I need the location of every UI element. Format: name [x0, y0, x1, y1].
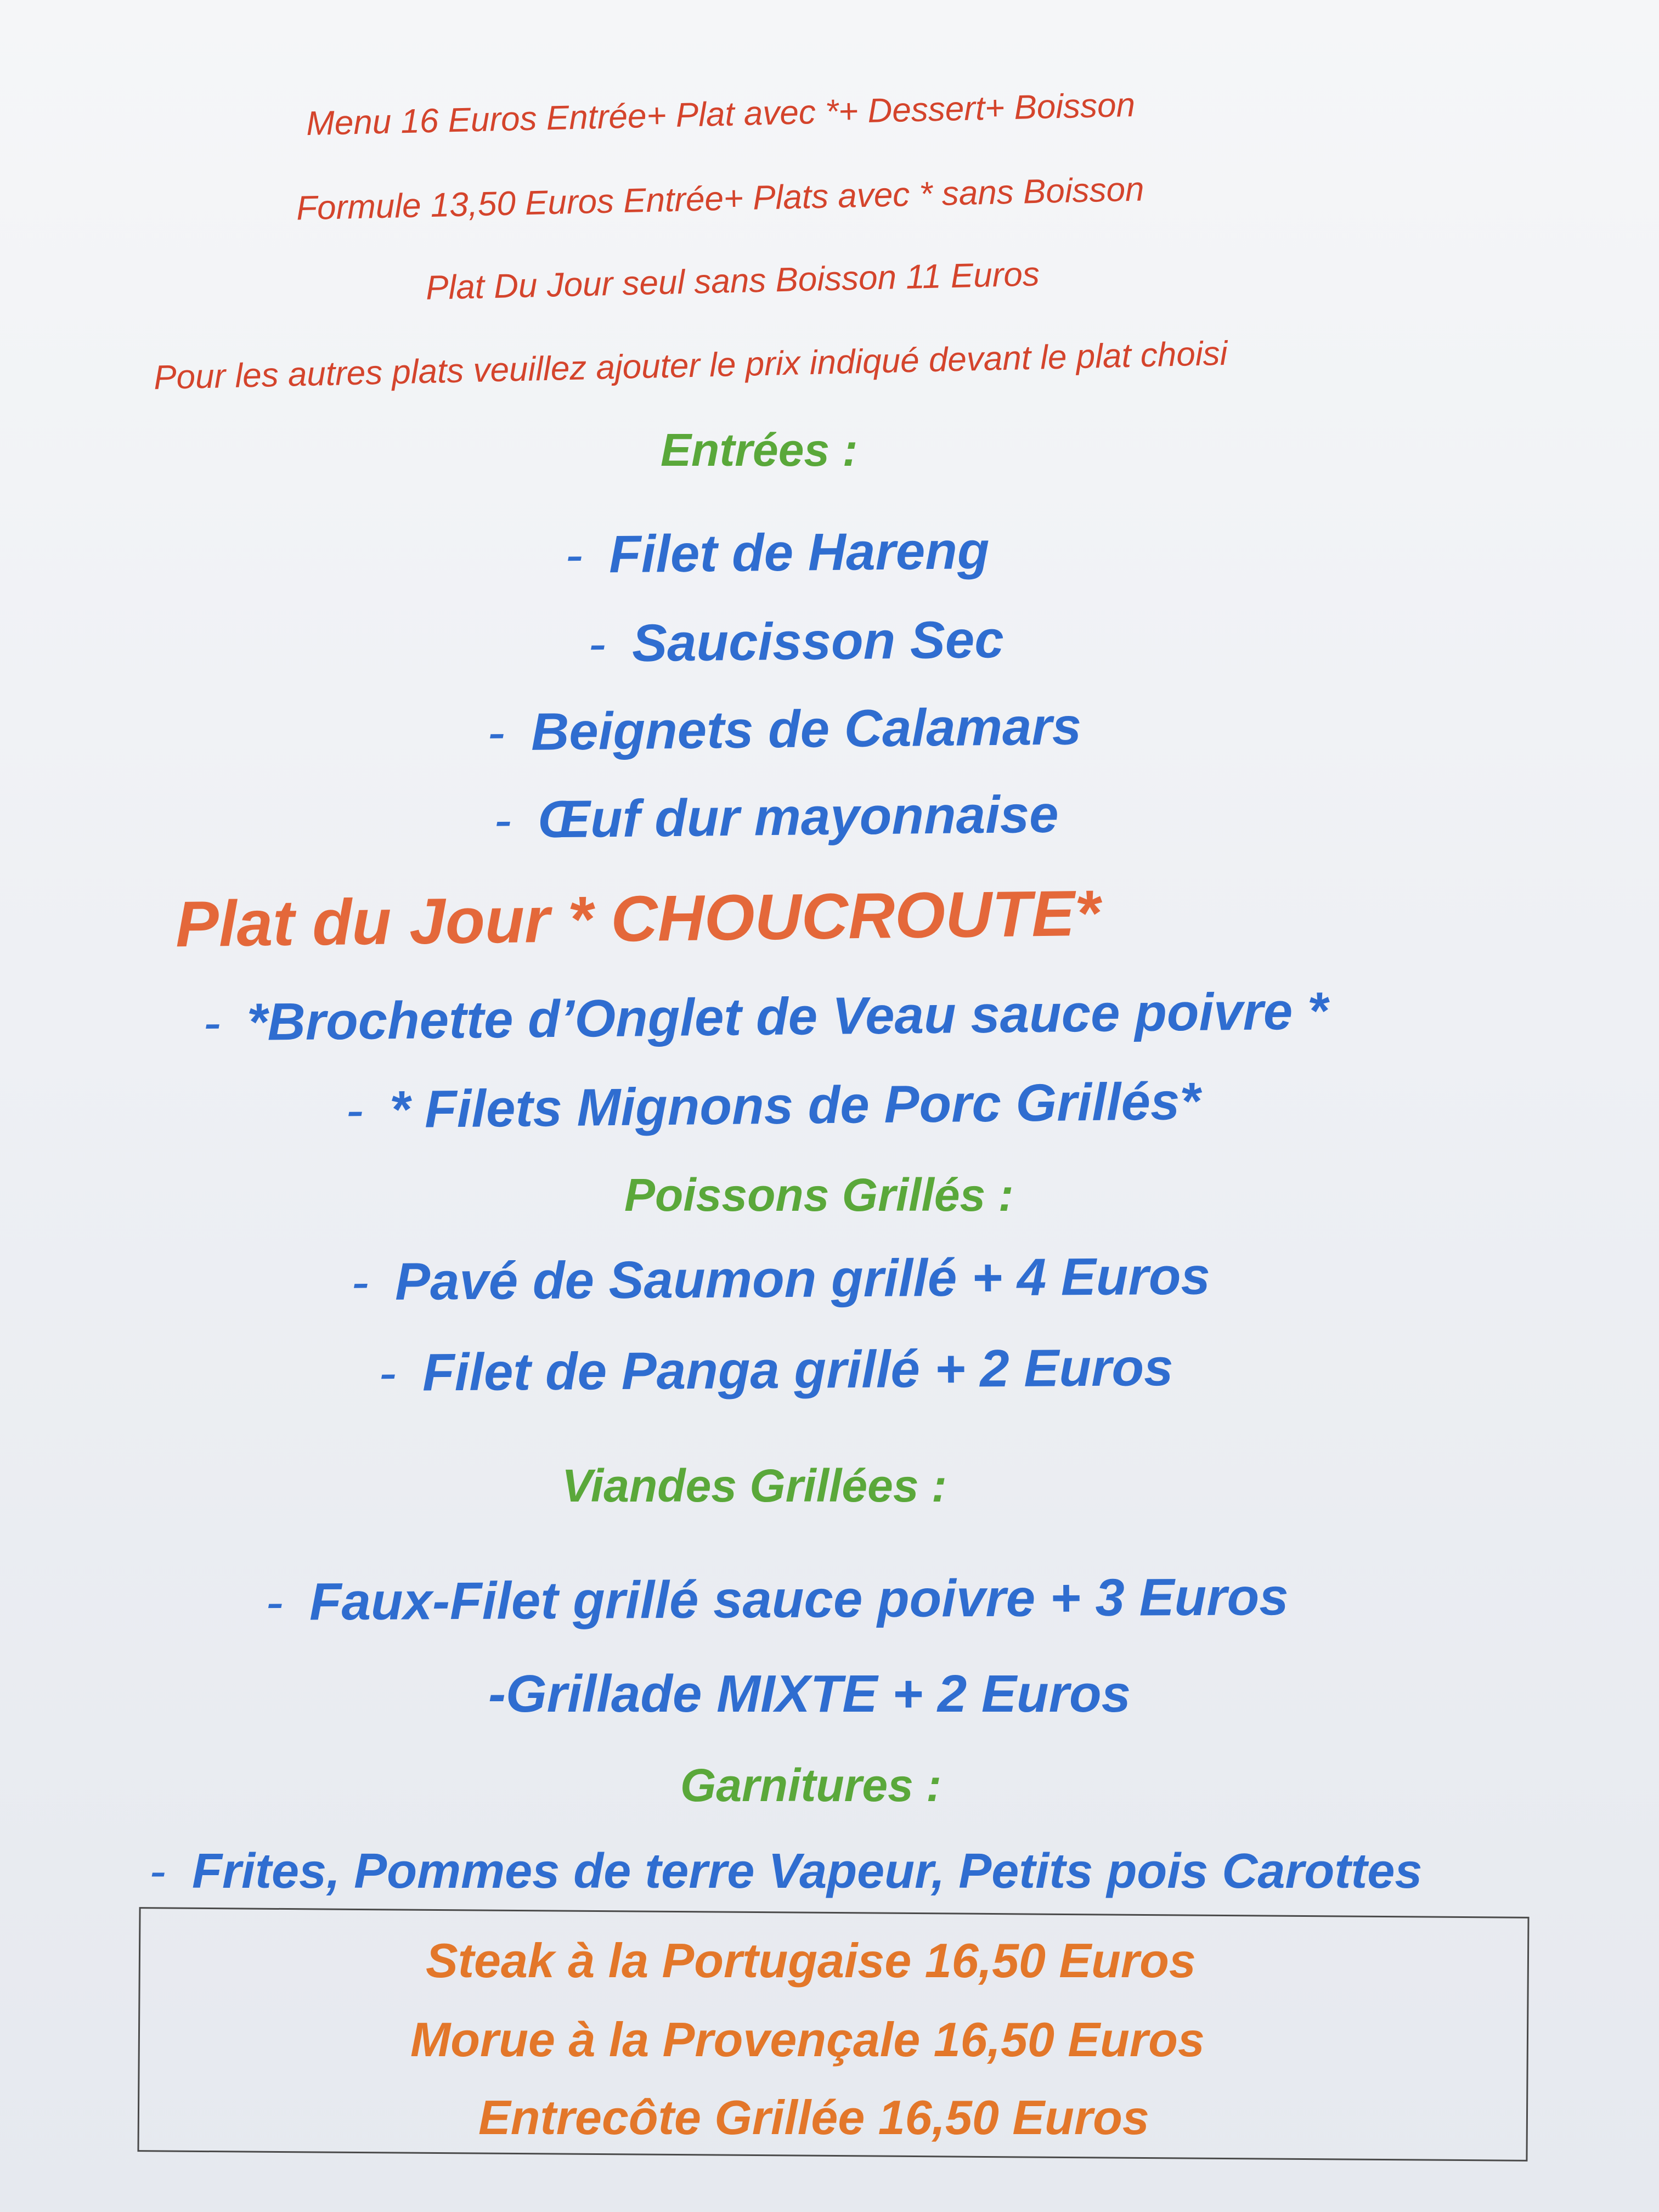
viande-item [265, 1567, 1289, 1632]
entree-item [565, 521, 990, 585]
plat-du-jour-heading [175, 877, 1101, 961]
poissons-title: Poissons Grillés : [624, 1169, 1014, 1221]
entree-item-label: Beignets de Calamars [531, 697, 1082, 761]
dash-bullet: - [202, 993, 221, 1052]
supplement-note: Pour les autres plats veuillez ajouter le prix indiqué devant le plat choisi [153, 334, 1228, 397]
viande-item: -Grillade MIXTE + 2 Euros [488, 1664, 1131, 1723]
garniture-item-label: Frites, Pommes de terre Vapeur, Petits pois Carottes [191, 1844, 1423, 1899]
entree-item [493, 785, 1059, 850]
dash-bullet: - [345, 1080, 364, 1140]
plat-item-label: * Filets Mignons de Porc Grillés* [389, 1071, 1201, 1139]
dash-bullet: - [378, 1343, 397, 1403]
plat-du-jour-price-line: Plat Du Jour seul sans Boisson 11 Euros [425, 255, 1040, 307]
dash-bullet: - [265, 1572, 284, 1632]
dash-bullet: - [493, 791, 512, 850]
specialite-item: Morue à la Provençale 16,50 Euros [410, 2012, 1205, 2067]
dash-bullet: - [565, 525, 583, 585]
entree-item [588, 610, 1005, 673]
entrees-title: Entrées : [661, 424, 858, 476]
specialite-item: Steak à la Portugaise 16,50 Euros [426, 1933, 1196, 1988]
garnitures-title: Garnitures : [680, 1759, 942, 1811]
dash-bullet: - [351, 1252, 369, 1312]
menu-price-line: Menu 16 Euros Entrée+ Plat avec *+ Dessert+ Boisson [306, 86, 1136, 143]
formule-price-line: Formule 13,50 Euros Entrée+ Plats avec * sans Boisson [296, 170, 1145, 228]
viande-item-label: Faux-Filet grillé sauce poivre + 3 Euros [309, 1567, 1289, 1632]
garniture-item [149, 1844, 1423, 1899]
plat-du-jour-prefix: Plat du Jour * [175, 883, 612, 961]
poisson-item-label: Filet de Panga grillé + 2 Euros [422, 1338, 1173, 1402]
plat-item-label: *Brochette d’Onglet de Veau sauce poivre * [246, 981, 1328, 1052]
plat-du-jour-name: CHOUCROUTE* [610, 877, 1101, 956]
poisson-item [351, 1246, 1211, 1312]
poisson-item [378, 1338, 1173, 1403]
entree-item-label: Œuf dur mayonnaise [537, 785, 1059, 849]
entree-item [487, 697, 1082, 762]
dash-bullet: - [588, 614, 606, 673]
plat-item [202, 981, 1328, 1052]
plat-item [345, 1071, 1201, 1140]
dash-bullet: - [487, 703, 505, 762]
entree-item-label: Filet de Hareng [608, 521, 990, 584]
viandes-title: Viandes Grillées : [562, 1460, 947, 1511]
specialite-item: Entrecôte Grillée 16,50 Euros [478, 2090, 1149, 2145]
entree-item-label: Saucisson Sec [631, 610, 1005, 673]
dash-bullet: - [149, 1844, 166, 1899]
poisson-item-label: Pavé de Saumon grillé + 4 Euros [394, 1246, 1211, 1311]
